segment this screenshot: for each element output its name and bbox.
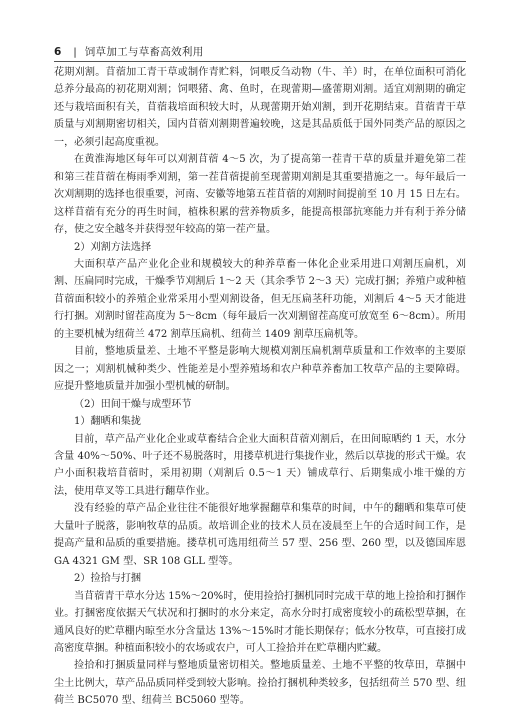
- page-number: 6: [54, 46, 62, 58]
- body-text: [54, 64, 466, 710]
- running-header: [54, 44, 204, 59]
- section-heading: （2）田间干燥与成型环节: [74, 398, 192, 410]
- book-title: 饲草加工与草畜高效利用: [84, 46, 204, 58]
- subsection-heading: 1）翻晒和集拢: [74, 416, 141, 428]
- header-separator: |: [73, 46, 78, 58]
- paragraph: 花期刈割。苜蓿加工青干草或制作青贮料，饲喂反刍动物（牛、羊）时，在单位面积可消化总养分最高的初花期刈割；饲喂猪、禽、鱼时，在现蕾期—盛蕾期刈割。适宜刈割期的确定还与栽培面积有关，苜蓿栽培面积较大时，从现蕾期开始刈割，到开花期结束。苜蓿青干草质量与刈割期密切相关，国内苜蓿刈割期普遍较晚，这是其品质低于国外同类产品的原因之一，必须引起高度重视。: [54, 67, 466, 148]
- paragraph: 当苜蓿青干草水分达 15%～20%时，使用捡拾打捆机同时完成干草的地上捡拾和打捆作业。打捆密度依据天气状况和打捆时的水分来定，高水分时打成密度较小的疏松型草捆，在通风良好的贮草棚内晾至水分含量达 13%～15%时才能长期保存；低水分牧草，可直接打成高密度草捆。种植面积较小的农场或农户，可人工捡拾并在贮草棚内贮藏。: [54, 590, 466, 654]
- paragraph: 在黄淮海地区每年可以刈割苜蓿 4～5 次，为了提高第一茬青干草的质量并避免第二茬和第三茬苜蓿在梅雨季刈割，第一茬苜蓿提前至现蕾期刈割是其重要措施之一。每年最后一次刈割期的选择也很重要，河南、安徽等地第五茬苜蓿的刈割时间提前至 10 月 15 日左右。这样苜蓿有充分的再生时间，植株积累的营养物质多，能提高根部抗寒能力并有利于养分储存，使之安全越冬并获得翌年较高的第一茬产量。: [54, 154, 466, 236]
- paragraph: 没有经验的草产品企业往往不能很好地掌握翻草和集草的时间，中午的翻晒和集草可使大量叶子脱落，影响牧草的品质。故培训企业的技术人员在凌晨至上午的合适时间工作，是提高产量和品质的重要措施。搂草机可选用纽荷兰 57 型、256 型、260 型，以及德国库恩 GA 4321 GM 型、SR 108 GLL 型等。: [54, 503, 466, 567]
- paragraph: 捡拾和打捆质量同样与整地质量密切相关。整地质量差、土地不平整的牧草田，草捆中尘土比例大，草产品品质同样受到较大影响。捡拾打捆机种类较多，包括纽荷兰 570 型、纽荷兰 BC5070 型、纽荷兰 BC5060 型等。: [54, 660, 466, 707]
- paragraph: 目前，整地质量差、土地不平整是影响大规模刈割压扁机割草质量和工作效率的主要原因之一；刈割机械种类少、性能差是小型养殖场和农户种草养畜加工牧草产品的主要障碍。应提升整地质量并加强小型机械的研制。: [54, 346, 466, 393]
- paragraph: 大面积草产品产业化企业和规模较大的种养草畜一体化企业采用进口刈割压扁机，刈割、压扁同时完成，干燥季节刈割后 1～2 天（其余季节 2～3 天）完成打捆；养殖户或种植苜蓿面积较小的养殖企业常采用小型刈割设备，但无压扁茎秆功能，刈割后 4～5 天才能进行打捆。刈割时留茬高度为 5～8cm（每年最后一次刈割留茬高度可放宽至 6～8cm）。所用的主要机械为纽荷兰 472 割草压扁机、纽荷兰 1409 割草压扁机等。: [54, 258, 466, 340]
- subsection-heading: 2）捡拾与打捆: [74, 573, 141, 585]
- subsection-heading: 2）刈割方法选择: [74, 241, 152, 253]
- header-rule: [54, 61, 466, 62]
- paragraph: 目前，草产品产业化企业或草畜结合企业大面积苜蓿刈割后，在田间晾晒约 1 天，水分含量 40%～50%、叶子还不易脱落时，用搂草机进行集拢作业，然后以草拢的形式干燥。农户小面积栽培苜蓿时，采用初期（刈割后 0.5～1 天）铺成草行、后期集成小堆干燥的方法，使用草叉等工具进行翻草作业。: [54, 433, 466, 497]
